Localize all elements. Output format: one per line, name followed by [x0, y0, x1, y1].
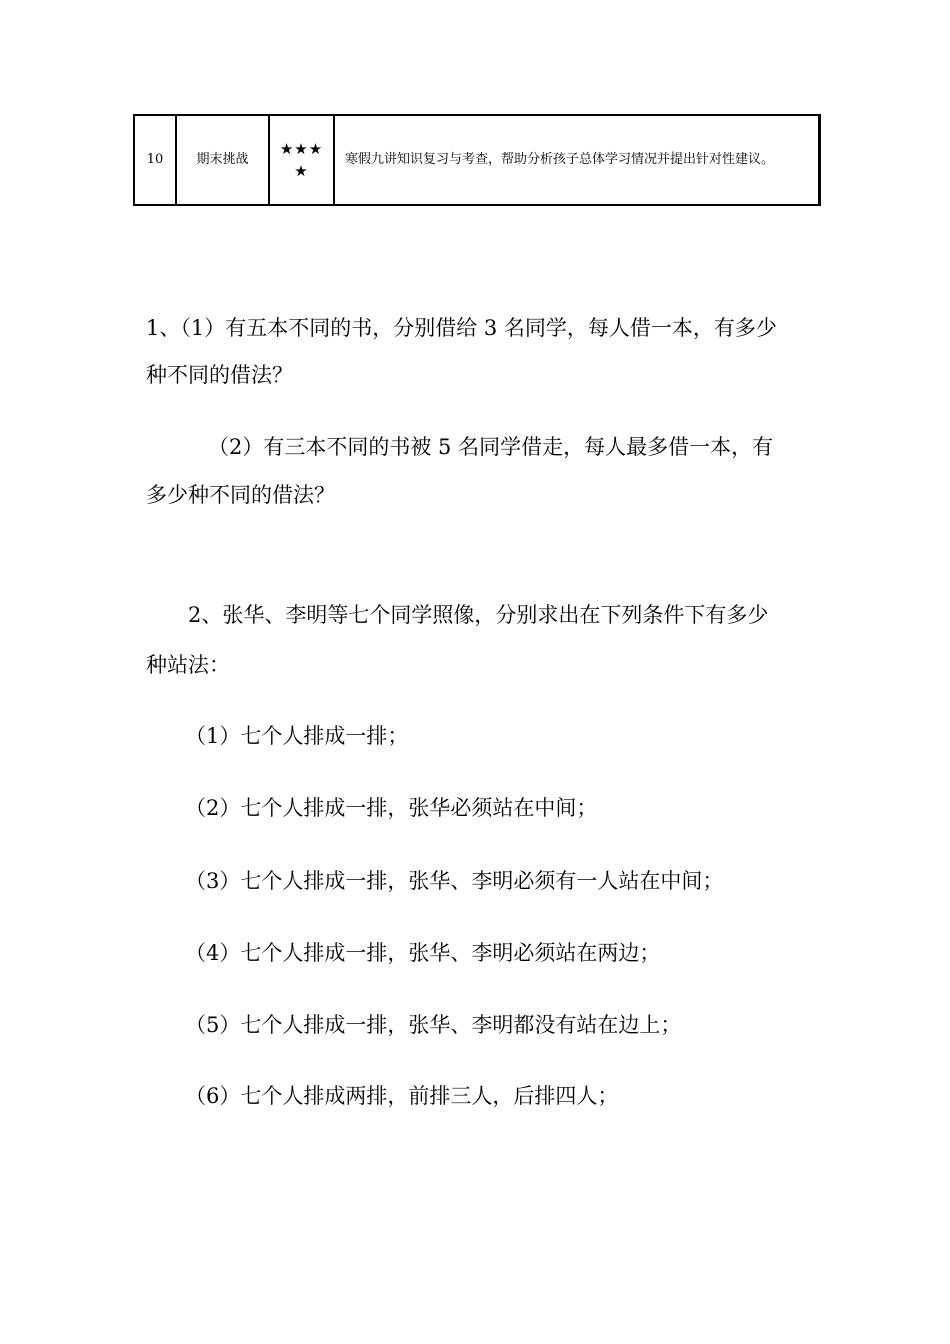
question-2-item: （3）七个人排成一排，张华、李明必须有一人站在中间；	[185, 869, 724, 893]
lesson-number: 10	[134, 115, 176, 205]
question-2-line-1: 2、张华、李明等七个同学照像，分别求出在下列条件下有多少	[188, 603, 769, 627]
question-1-line-1: 1、（1）有五本不同的书，分别借给 3 名同学，每人借一本，有多少	[146, 316, 777, 340]
question-2-item: （5）七个人排成一排，张华、李明都没有站在边上；	[185, 1013, 682, 1037]
question-2-item: （2）七个人排成一排，张华必须站在中间；	[185, 796, 598, 820]
question-2-item: （4）七个人排成一排，张华、李明必须站在两边；	[185, 941, 661, 965]
question-1-part-2-line-2: 多少种不同的借法？	[146, 483, 335, 507]
question-2-item: （1）七个人排成一排；	[185, 724, 409, 748]
difficulty-stars	[269, 115, 334, 205]
lesson-title: 期末挑战	[176, 115, 269, 205]
question-2-line-2: 种站法：	[146, 653, 230, 677]
stars-line-1: ★★★	[279, 140, 324, 158]
schedule-table	[133, 114, 821, 206]
question-2-item: （6）七个人排成两排，前排三人，后排四人；	[185, 1084, 619, 1108]
question-1-line-2: 种不同的借法？	[146, 363, 293, 387]
table-row	[134, 115, 819, 205]
lesson-description: 寒假九讲知识复习与考查，帮助分析孩子总体学习情况并提出针对性建议。	[334, 115, 819, 205]
stars-line-2: ★	[294, 162, 309, 180]
question-1-part-2-line-1: （2）有三本不同的书被 5 名同学借走，每人最多借一本，有	[208, 435, 774, 459]
